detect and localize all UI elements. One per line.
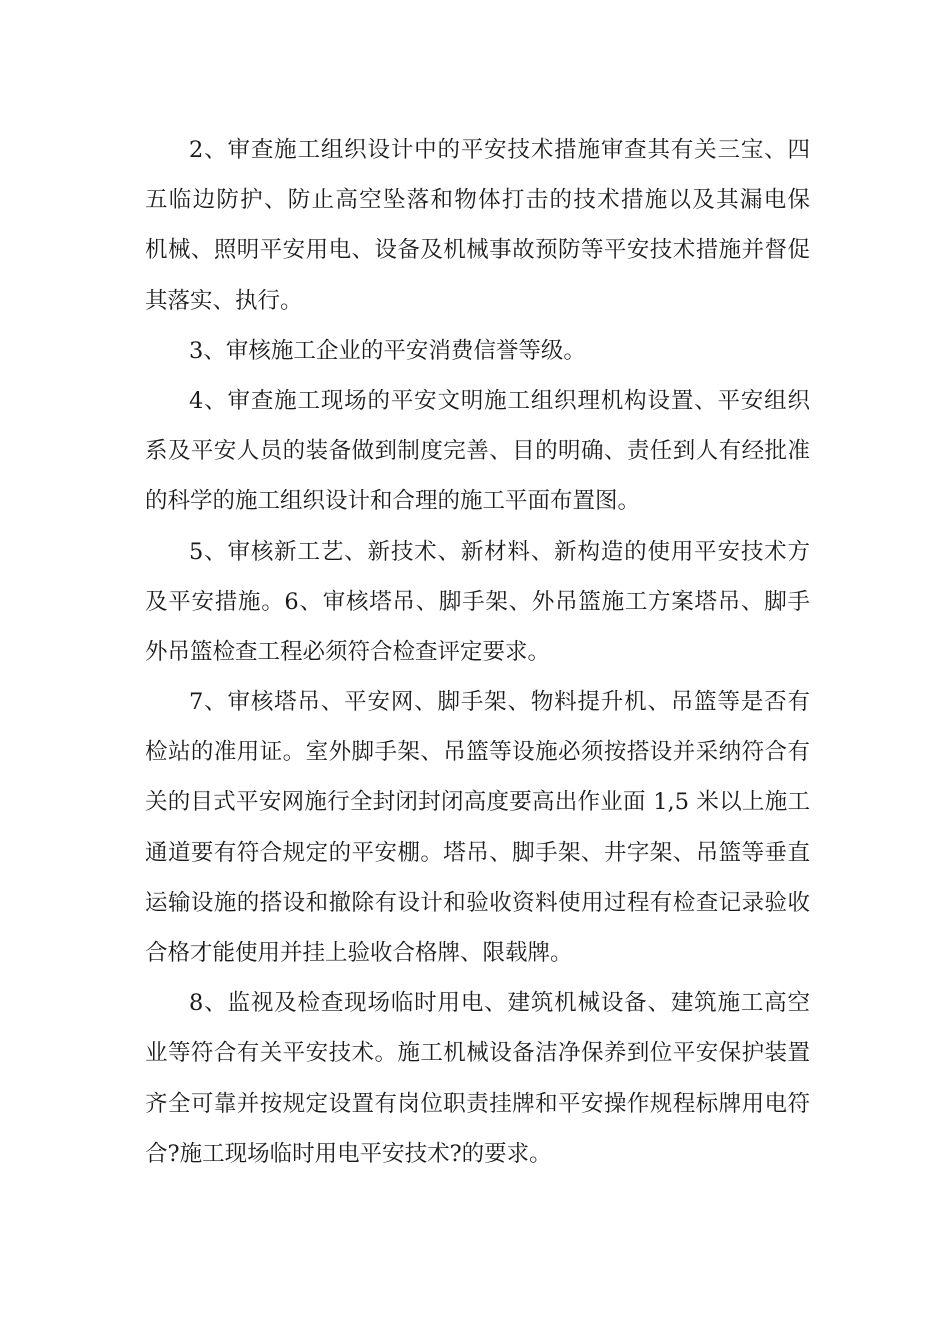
text-line: 运输设施的搭设和撤除有设计和验收资料使用过程有检查记录验收 bbox=[145, 889, 810, 916]
text-line: 3、审核施工企业的平安消费信誉等级。 bbox=[189, 337, 586, 364]
text-line: 外吊篮检查工程必须符合检查评定要求。 bbox=[145, 638, 551, 665]
text-line: 关的目式平安网施行全封闭封闭高度要高出作业面 1,5 米以上施工 bbox=[145, 789, 810, 816]
document-body bbox=[145, 125, 810, 1179]
text-line: 通道要有符合规定的平安棚。塔吊、脚手架、井字架、吊篮等垂直 bbox=[145, 839, 810, 866]
text-line: 其落实、执行。 bbox=[145, 287, 303, 314]
text-line: 业等符合有关平安技术。施工机械设备洁净保养到位平安保护装置 bbox=[145, 1040, 810, 1067]
text-line: 4、审查施工现场的平安文明施工组织理机构设置、平安组织 bbox=[189, 387, 810, 414]
text-line: 的科学的施工组织设计和合理的施工平面布置图。 bbox=[145, 488, 641, 515]
text-line: 机械、照明平安用电、设备及机械事故预防等平安技术措施并督促 bbox=[145, 237, 810, 264]
text-line: 5、审核新工艺、新技术、新材料、新构造的使用平安技术方 bbox=[189, 538, 810, 565]
text-line: 五临边防护、防止高空坠落和物体打击的技术措施以及其漏电保 bbox=[145, 187, 810, 214]
text-line: 7、审核塔吊、平安网、脚手架、物料提升机、吊篮等是否有 bbox=[189, 689, 810, 716]
text-line: 检站的准用证。室外脚手架、吊篮等设施必须按搭设并采纳符合有 bbox=[145, 739, 810, 766]
text-line: 合格才能使用并挂上验收合格牌、限载牌。 bbox=[145, 940, 573, 966]
text-line: 系及平安人员的装备做到制度完善、目的明确、责任到人有经批准 bbox=[145, 438, 810, 465]
text-line: 及平安措施。6、审核塔吊、脚手架、外吊篮施工方案塔吊、脚手 bbox=[145, 588, 810, 615]
text-line: 8、监视及检查现场临时用电、建筑机械设备、建筑施工高空 bbox=[189, 990, 810, 1017]
text-line: 齐全可靠并按规定设置有岗位职责挂牌和平安操作规程标牌用电符 bbox=[145, 1090, 810, 1117]
text-line: 2、审查施工组织设计中的平安技术措施审查其有关三宝、四 bbox=[189, 137, 810, 163]
text-line: 合?施工现场临时用电平安技术?的要求。 bbox=[145, 1140, 552, 1167]
